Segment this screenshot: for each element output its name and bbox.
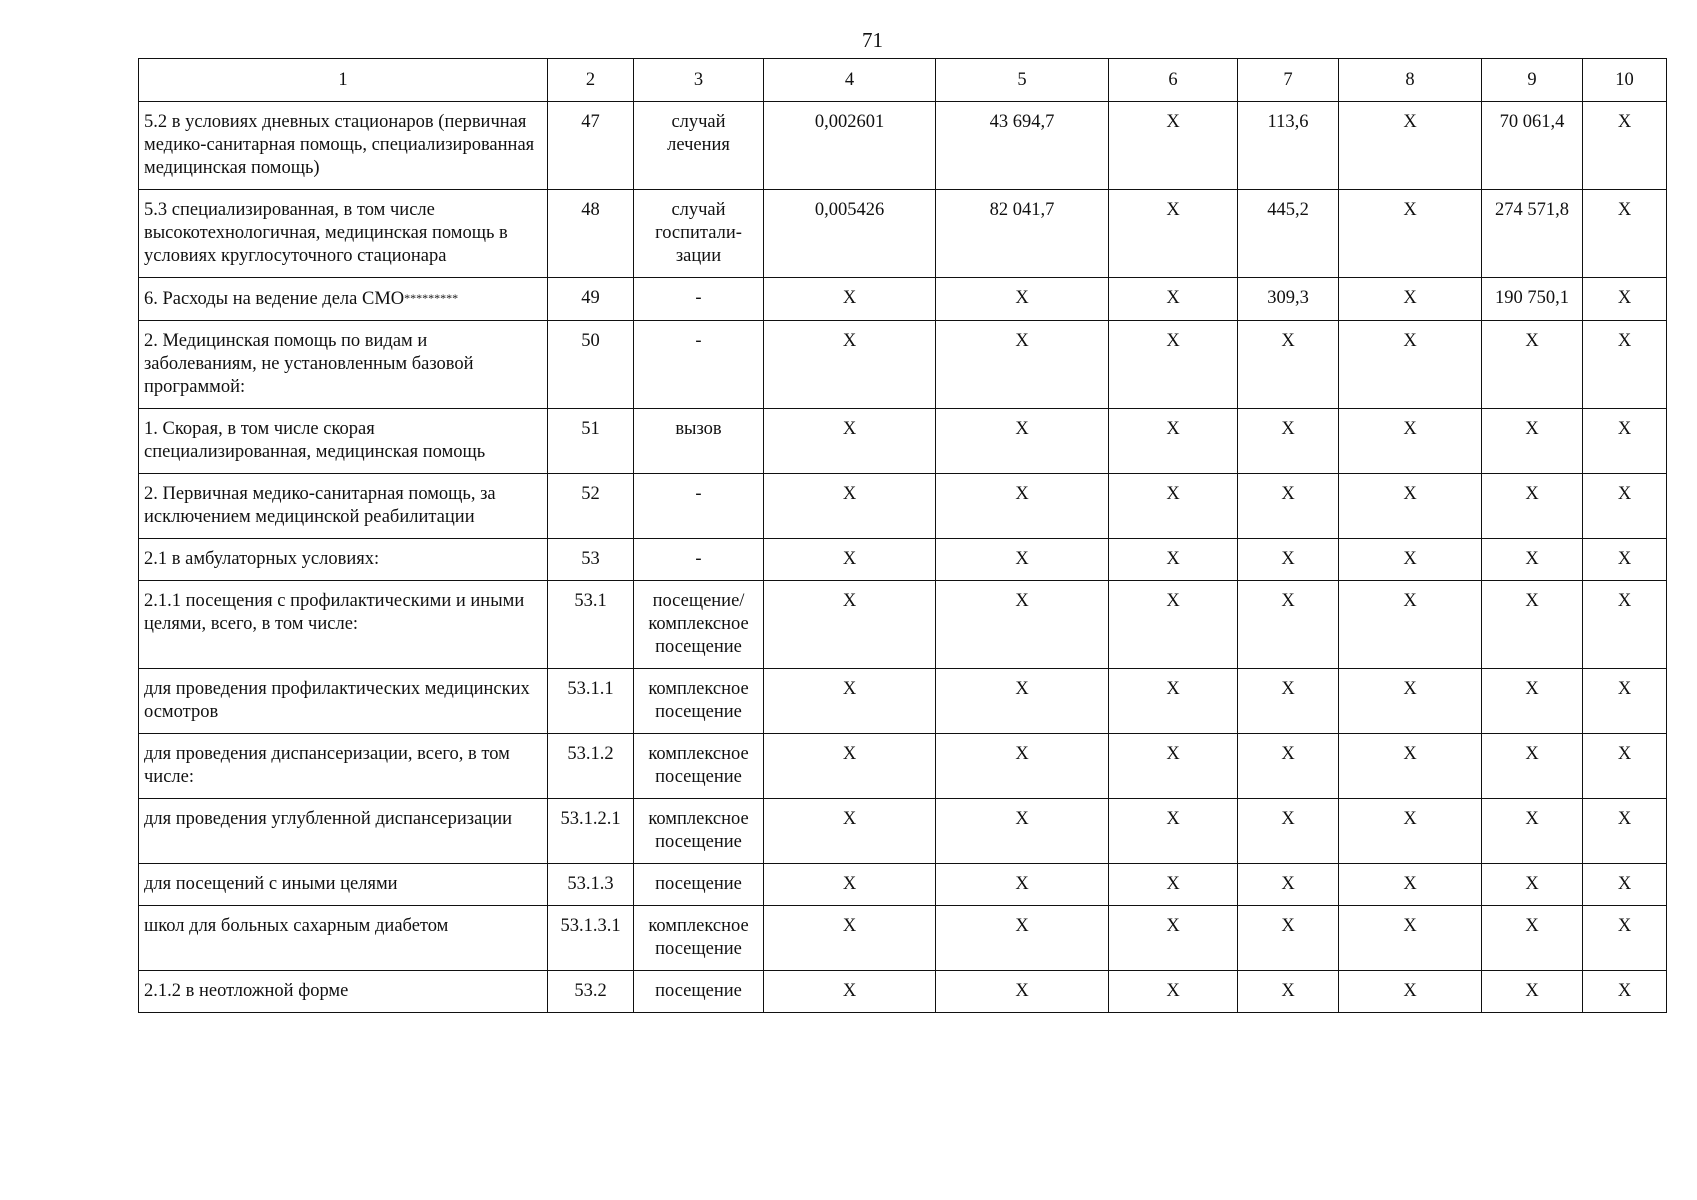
cell-col6: X xyxy=(1109,409,1238,474)
cell-col8: X xyxy=(1339,864,1482,906)
cell-col8: X xyxy=(1339,539,1482,581)
cell-col7: 309,3 xyxy=(1238,278,1339,321)
cell-col4: 0,005426 xyxy=(764,190,936,278)
cell-col6: X xyxy=(1109,102,1238,190)
cell-col4: X xyxy=(764,278,936,321)
cell-col6: X xyxy=(1109,971,1238,1013)
row-unit: случай госпитали-зации xyxy=(634,190,764,278)
table-row xyxy=(139,409,1667,474)
cell-col9: X xyxy=(1482,971,1583,1013)
cell-col7: X xyxy=(1238,799,1339,864)
cell-col7: X xyxy=(1238,474,1339,539)
cell-col7: X xyxy=(1238,864,1339,906)
row-name: 5.2 в условиях дневных стационаров (первичная медико-санитарная помощь, специализированная медицинская помощь) xyxy=(139,102,548,190)
row-unit: комплексное посещение xyxy=(634,906,764,971)
cell-col5: X xyxy=(936,971,1109,1013)
cell-col5: X xyxy=(936,321,1109,409)
cell-col6: X xyxy=(1109,474,1238,539)
row-unit: - xyxy=(634,321,764,409)
cell-col8: X xyxy=(1339,190,1482,278)
row-unit: случай лечения xyxy=(634,102,764,190)
cell-col8: X xyxy=(1339,906,1482,971)
row-name: для посещений с иными целями xyxy=(139,864,548,906)
row-code: 53.1.3 xyxy=(548,864,634,906)
cell-col7: X xyxy=(1238,581,1339,669)
cell-col9: 274 571,8 xyxy=(1482,190,1583,278)
cell-col9: X xyxy=(1482,539,1583,581)
cell-col9: 70 061,4 xyxy=(1482,102,1583,190)
cell-col8: X xyxy=(1339,474,1482,539)
column-header: 5 xyxy=(936,59,1109,102)
cell-col7: X xyxy=(1238,321,1339,409)
table-row xyxy=(139,190,1667,278)
cell-col4: X xyxy=(764,321,936,409)
cell-col9: X xyxy=(1482,669,1583,734)
cell-col9: X xyxy=(1482,799,1583,864)
row-code: 49 xyxy=(548,278,634,321)
column-header: 3 xyxy=(634,59,764,102)
cell-col6: X xyxy=(1109,669,1238,734)
cell-col9: X xyxy=(1482,906,1583,971)
row-code: 48 xyxy=(548,190,634,278)
cell-col10: X xyxy=(1583,799,1667,864)
row-unit: - xyxy=(634,539,764,581)
column-header: 7 xyxy=(1238,59,1339,102)
cell-col5: X xyxy=(936,474,1109,539)
cell-col8: X xyxy=(1339,102,1482,190)
cell-col6: X xyxy=(1109,734,1238,799)
table-row xyxy=(139,474,1667,539)
row-unit: комплексное посещение xyxy=(634,734,764,799)
row-code: 50 xyxy=(548,321,634,409)
cell-col8: X xyxy=(1339,669,1482,734)
column-header: 1 xyxy=(139,59,548,102)
cell-col7: X xyxy=(1238,971,1339,1013)
cell-col9: X xyxy=(1482,409,1583,474)
cell-col9: X xyxy=(1482,581,1583,669)
table-row xyxy=(139,971,1667,1013)
cell-col5: X xyxy=(936,864,1109,906)
cell-col5: 82 041,7 xyxy=(936,190,1109,278)
column-header: 9 xyxy=(1482,59,1583,102)
row-code: 53.2 xyxy=(548,971,634,1013)
row-unit: комплексное посещение xyxy=(634,669,764,734)
table-row xyxy=(139,102,1667,190)
column-header: 2 xyxy=(548,59,634,102)
cell-col8: X xyxy=(1339,581,1482,669)
cell-col8: X xyxy=(1339,971,1482,1013)
page-number: 71 xyxy=(862,28,883,52)
cell-col10: X xyxy=(1583,906,1667,971)
cell-col8: X xyxy=(1339,799,1482,864)
column-header: 8 xyxy=(1339,59,1482,102)
row-code: 53.1 xyxy=(548,581,634,669)
table-row xyxy=(139,278,1667,321)
cell-col5: 43 694,7 xyxy=(936,102,1109,190)
row-name: 2. Первичная медико-санитарная помощь, за исключением медицинской реабилитации xyxy=(139,474,548,539)
cell-col4: X xyxy=(764,581,936,669)
cell-col4: X xyxy=(764,474,936,539)
data-table xyxy=(138,58,1667,1013)
column-header: 6 xyxy=(1109,59,1238,102)
cell-col5: X xyxy=(936,906,1109,971)
row-code: 47 xyxy=(548,102,634,190)
cell-col8: X xyxy=(1339,278,1482,321)
cell-col4: X xyxy=(764,734,936,799)
row-name: 2.1 в амбулаторных условиях: xyxy=(139,539,548,581)
cell-col5: X xyxy=(936,734,1109,799)
cell-col10: X xyxy=(1583,971,1667,1013)
cell-col4: X xyxy=(764,409,936,474)
cell-col10: X xyxy=(1583,321,1667,409)
row-name xyxy=(139,278,548,321)
table-row xyxy=(139,799,1667,864)
cell-col5: X xyxy=(936,799,1109,864)
row-unit: - xyxy=(634,474,764,539)
row-name: 2.1.2 в неотложной форме xyxy=(139,971,548,1013)
cell-col6: X xyxy=(1109,190,1238,278)
cell-col6: X xyxy=(1109,278,1238,321)
row-name: для проведения углубленной диспансеризации xyxy=(139,799,548,864)
row-code: 52 xyxy=(548,474,634,539)
table-row xyxy=(139,321,1667,409)
cell-col8: X xyxy=(1339,409,1482,474)
cell-col10: X xyxy=(1583,190,1667,278)
cell-col7: X xyxy=(1238,409,1339,474)
row-code: 53.1.2 xyxy=(548,734,634,799)
row-name: 2. Медицинская помощь по видам и заболеваниям, не установленным базовой программой: xyxy=(139,321,548,409)
column-header: 4 xyxy=(764,59,936,102)
cell-col6: X xyxy=(1109,906,1238,971)
cell-col8: X xyxy=(1339,734,1482,799)
row-code: 53 xyxy=(548,539,634,581)
cell-col9: X xyxy=(1482,734,1583,799)
cell-col7: X xyxy=(1238,906,1339,971)
cell-col9: X xyxy=(1482,321,1583,409)
cell-col6: X xyxy=(1109,539,1238,581)
header-row xyxy=(139,59,1667,102)
cell-col5: X xyxy=(936,278,1109,321)
table-row xyxy=(139,581,1667,669)
row-code: 53.1.2.1 xyxy=(548,799,634,864)
cell-col5: X xyxy=(936,539,1109,581)
cell-col8: X xyxy=(1339,321,1482,409)
cell-col4: X xyxy=(764,669,936,734)
cell-col5: X xyxy=(936,581,1109,669)
cell-col4: X xyxy=(764,971,936,1013)
cell-col10: X xyxy=(1583,474,1667,539)
row-name: для проведения диспансеризации, всего, в том числе: xyxy=(139,734,548,799)
cell-col10: X xyxy=(1583,409,1667,474)
cell-col7: X xyxy=(1238,539,1339,581)
row-code: 51 xyxy=(548,409,634,474)
row-code: 53.1.3.1 xyxy=(548,906,634,971)
cell-col9: X xyxy=(1482,864,1583,906)
cell-col7: 113,6 xyxy=(1238,102,1339,190)
cell-col6: X xyxy=(1109,799,1238,864)
cell-col10: X xyxy=(1583,278,1667,321)
cell-col5: X xyxy=(936,669,1109,734)
cell-col5: X xyxy=(936,409,1109,474)
cell-col10: X xyxy=(1583,734,1667,799)
cell-col10: X xyxy=(1583,102,1667,190)
row-unit: посещение xyxy=(634,971,764,1013)
cell-col10: X xyxy=(1583,581,1667,669)
cell-col6: X xyxy=(1109,864,1238,906)
cell-col4: X xyxy=(764,906,936,971)
row-name: 5.3 специализированная, в том числе высокотехнологичная, медицинская помощь в условиях круглосуточного стационара xyxy=(139,190,548,278)
footnote-marker: ********* xyxy=(404,291,459,305)
cell-col7: X xyxy=(1238,734,1339,799)
row-name-text: 6. Расходы на ведение дела СМО xyxy=(144,289,405,309)
row-unit: посещение xyxy=(634,864,764,906)
table-row xyxy=(139,669,1667,734)
row-unit: - xyxy=(634,278,764,321)
cell-col4: X xyxy=(764,864,936,906)
cell-col9: 190 750,1 xyxy=(1482,278,1583,321)
row-unit: комплексное посещение xyxy=(634,799,764,864)
row-name: 1. Скорая, в том числе скорая специализированная, медицинская помощь xyxy=(139,409,548,474)
row-unit: посещение/ комплексное посещение xyxy=(634,581,764,669)
row-name: для проведения профилактических медицинских осмотров xyxy=(139,669,548,734)
cell-col4: 0,002601 xyxy=(764,102,936,190)
cell-col10: X xyxy=(1583,669,1667,734)
cell-col7: X xyxy=(1238,669,1339,734)
table-row xyxy=(139,734,1667,799)
column-header: 10 xyxy=(1583,59,1667,102)
row-name: школ для больных сахарным диабетом xyxy=(139,906,548,971)
cell-col10: X xyxy=(1583,864,1667,906)
cell-col6: X xyxy=(1109,581,1238,669)
row-unit: вызов xyxy=(634,409,764,474)
cell-col9: X xyxy=(1482,474,1583,539)
row-name: 2.1.1 посещения с профилактическими и иными целями, всего, в том числе: xyxy=(139,581,548,669)
cell-col4: X xyxy=(764,799,936,864)
cell-col7: 445,2 xyxy=(1238,190,1339,278)
cell-col6: X xyxy=(1109,321,1238,409)
cell-col10: X xyxy=(1583,539,1667,581)
cell-col4: X xyxy=(764,539,936,581)
row-code: 53.1.1 xyxy=(548,669,634,734)
table-row xyxy=(139,539,1667,581)
table-row xyxy=(139,906,1667,971)
table-row xyxy=(139,864,1667,906)
